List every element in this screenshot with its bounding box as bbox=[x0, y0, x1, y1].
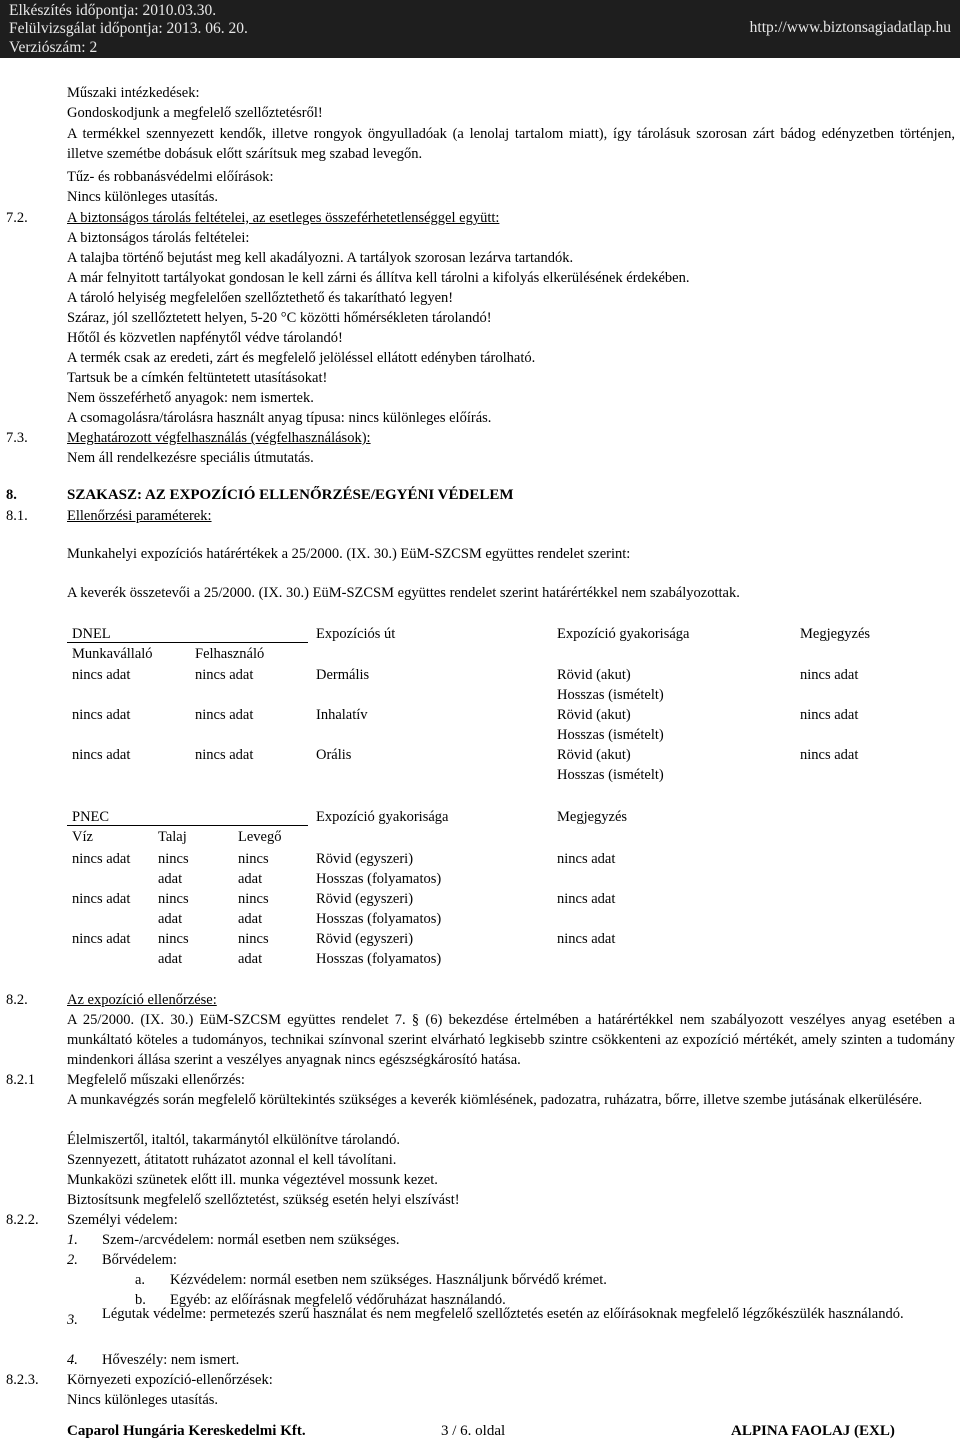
creation-date: Elkészítés időpontja: 2010.03.30. bbox=[9, 2, 217, 19]
dnel-cell: nincs adat bbox=[800, 747, 859, 763]
pnec-cell: Rövid (egyszeri) bbox=[316, 931, 414, 947]
section-8-2-number: 8.2. bbox=[6, 992, 28, 1008]
limit-values-text: Munkahelyi expozíciós határértékek a 25/2000. (IX. 30.) EüM-SZCSM együttes rendelet szerint: bbox=[67, 546, 631, 562]
list-number: 3. bbox=[67, 1312, 78, 1328]
dnel-cell: Orális bbox=[316, 747, 352, 763]
dnel-cell: Rövid (akut) bbox=[557, 747, 631, 763]
list-number: 4. bbox=[67, 1352, 78, 1368]
dnel-cell: nincs adat bbox=[72, 707, 131, 723]
pnec-cell: nincs bbox=[158, 891, 189, 907]
dnel-cell: nincs adat bbox=[72, 667, 131, 683]
pnec-cell: adat bbox=[238, 871, 263, 887]
storage-line: Hőtől és közvetlen napfénytől védve tárolandó! bbox=[67, 330, 343, 346]
section-8-1-number: 8.1. bbox=[6, 508, 28, 524]
pnec-cell: adat bbox=[158, 951, 183, 967]
limit-values-note: A keverék összetevői a 25/2000. (IX. 30.) EüM-SZCSM együttes rendelet szerint határértékkel nem szabályozottak. bbox=[67, 585, 740, 601]
dnel-cell: Rövid (akut) bbox=[557, 707, 631, 723]
dnel-header: Expozíció gyakorisága bbox=[557, 626, 690, 642]
revision-date: Felülvizsgálat időpontja: 2013. 06. 20. bbox=[9, 20, 248, 37]
list-letter: b. bbox=[135, 1292, 146, 1308]
pnec-cell: Hosszas (folyamatos) bbox=[316, 951, 442, 967]
pnec-cell: adat bbox=[158, 911, 183, 927]
table-rule bbox=[67, 642, 308, 643]
technical-control-line: Munkaközi szünetek előtt ill. munka végeztével mossunk kezet. bbox=[67, 1172, 438, 1188]
dnel-cell: Hosszas (ismételt) bbox=[557, 687, 664, 703]
section-8-2-1-number: 8.2.1 bbox=[6, 1072, 35, 1088]
storage-line: A már felnyitott tartályokat gondosan le kell zárni és állítva kell tárolni a kifolyás elkerülésének érdekében. bbox=[67, 270, 690, 286]
technical-control-line: Élelmiszertől, italtól, takarmánytól elkülönítve tárolandó. bbox=[67, 1132, 401, 1148]
dnel-cell: nincs adat bbox=[800, 667, 859, 683]
other-protection-item: Egyéb: az előírásnak megfelelő védőruházat használandó. bbox=[170, 1292, 506, 1308]
fire-protection-title: Tűz- és robbanásvédelmi előírások: bbox=[67, 169, 274, 185]
pnec-cell: nincs bbox=[158, 931, 189, 947]
technical-control-line: Biztosítsunk megfelelő szellőztetést, szükség esetén helyi elszívást! bbox=[67, 1192, 460, 1208]
footer-product-name: ALPINA FAOLAJ (EXL) bbox=[731, 1423, 895, 1439]
document-header bbox=[0, 0, 960, 58]
technical-measures-title: Műszaki intézkedések: bbox=[67, 85, 200, 101]
pnec-cell: Rövid (egyszeri) bbox=[316, 891, 414, 907]
list-letter: a. bbox=[135, 1272, 146, 1288]
technical-measures-paragraph: A termékkel szennyezett kendők, illetve rongyok öngyulladóak (a lenolaj tartalom miatt), így tárolásuk szorosan zárt bádog edényzetben történjen, illetve szemétbe dobásuk előtt szárítsuk meg szabad levegőn. bbox=[67, 126, 955, 162]
dnel-cell: nincs adat bbox=[195, 667, 254, 683]
technical-control-paragraph: A munkavégzés során megfelelő körültekintés szükséges a keverék kiömlésének, padozatra, ruházatra, bőrre, illetve szembe jutásának elkerülésére. bbox=[67, 1092, 923, 1108]
pnec-cell: nincs adat bbox=[557, 891, 616, 907]
storage-line: Tartsuk be a címkén feltüntetett utasításokat! bbox=[67, 370, 328, 386]
section-7-3-title: Meghatározott végfelhasználás (végfelhasználások): bbox=[67, 430, 371, 446]
respiratory-protection-item: Légutak védelme: permetezés szerű használat és nem megfelelő szellőztetés esetén az előírásoknak megfelelő légzőkészülék használandó. bbox=[102, 1306, 904, 1322]
storage-line: A biztonságos tárolás feltételei: bbox=[67, 230, 250, 246]
section-7-2-number: 7.2. bbox=[6, 210, 28, 226]
dnel-header: Megjegyzés bbox=[800, 626, 871, 642]
section-8-title: SZAKASZ: AZ EXPOZÍCIÓ ELLENŐRZÉSE/EGYÉNI VÉDELEM bbox=[67, 487, 514, 503]
pnec-cell: nincs bbox=[238, 891, 269, 907]
dnel-subheader: Felhasználó bbox=[195, 646, 265, 662]
section-8-number: 8. bbox=[6, 487, 17, 503]
pnec-subheader: Víz bbox=[72, 829, 93, 845]
pnec-cell: nincs adat bbox=[557, 851, 616, 867]
pnec-cell: Rövid (egyszeri) bbox=[316, 851, 414, 867]
section-8-2-3-number: 8.2.3. bbox=[6, 1372, 39, 1388]
section-8-2-2-title: Személyi védelem: bbox=[67, 1212, 178, 1228]
exposure-control-paragraph: A 25/2000. (IX. 30.) EüM-SZCSM együttes rendelet 7. § (6) bekezdése értelmében a határértékkel nem szabályozott veszélyes anyag esetében a munkáltató köteles a tudományos, technikai színvonal szerint elvárható legkisebb szintre csökkenteni az expozíció mértékét, amely szinten a tudomány mindenkori állása szerint a veszélyes anyagnak nincs egészségkárosító hatása. bbox=[67, 1012, 955, 1068]
storage-line: Nem összeférhető anyagok: nem ismertek. bbox=[67, 390, 314, 406]
section-8-2-1-title: Megfelelő műszaki ellenőrzés: bbox=[67, 1072, 245, 1088]
section-8-2-3-text: Nincs különleges utasítás. bbox=[67, 1392, 219, 1408]
skin-protection-item: Bőrvédelem: bbox=[102, 1252, 177, 1268]
thermal-hazard-item: Hőveszély: nem ismert. bbox=[102, 1352, 240, 1368]
pnec-subheader: Talaj bbox=[158, 829, 187, 845]
pnec-cell: adat bbox=[238, 951, 263, 967]
pnec-cell: nincs adat bbox=[72, 931, 131, 947]
eye-protection-item: Szem-/arcvédelem: normál esetben nem szükséges. bbox=[102, 1232, 400, 1248]
list-number: 1. bbox=[67, 1232, 78, 1248]
storage-line: A csomagolásra/tárolásra használt anyag típusa: nincs különleges előírás. bbox=[67, 410, 492, 426]
storage-line: A termék csak az eredeti, zárt és megfelelő jelöléssel ellátott edényben tárolható. bbox=[67, 350, 536, 366]
storage-line: A tároló helyiség megfelelően szellőztethető és takarítható legyen! bbox=[67, 290, 454, 306]
dnel-header: Expozíciós út bbox=[316, 626, 396, 642]
pnec-cell: adat bbox=[158, 871, 183, 887]
hand-protection-item: Kézvédelem: normál esetben nem szükséges. Használjunk bőrvédő krémet. bbox=[170, 1272, 607, 1288]
dnel-cell: nincs adat bbox=[195, 707, 254, 723]
pnec-header: Megjegyzés bbox=[557, 809, 628, 825]
dnel-cell: nincs adat bbox=[800, 707, 859, 723]
pnec-header: PNEC bbox=[72, 809, 110, 825]
pnec-cell: nincs bbox=[238, 851, 269, 867]
section-7-3-text: Nem áll rendelkezésre speciális útmutatás. bbox=[67, 450, 314, 466]
technical-control-line: Szennyezett, átitatott ruházatot azonnal el kell távolítani. bbox=[67, 1152, 397, 1168]
footer-page-number: 3 / 6. oldal bbox=[441, 1423, 506, 1439]
version-number: Verziószám: 2 bbox=[9, 39, 98, 56]
section-8-2-3-title: Környezeti expozíció-ellenőrzések: bbox=[67, 1372, 273, 1388]
pnec-cell: nincs bbox=[238, 931, 269, 947]
table-rule bbox=[67, 825, 308, 826]
pnec-cell: Hosszas (folyamatos) bbox=[316, 871, 442, 887]
pnec-subheader: Levegő bbox=[238, 829, 282, 845]
pnec-cell: Hosszas (folyamatos) bbox=[316, 911, 442, 927]
technical-measures-line: Gondoskodjunk a megfelelő szellőztetésről! bbox=[67, 105, 323, 121]
list-number: 2. bbox=[67, 1252, 78, 1268]
pnec-header: Expozíció gyakorisága bbox=[316, 809, 449, 825]
pnec-cell: nincs adat bbox=[72, 851, 131, 867]
footer-company: Caparol Hungária Kereskedelmi Kft. bbox=[67, 1423, 306, 1439]
fire-protection-text: Nincs különleges utasítás. bbox=[67, 189, 219, 205]
storage-line: A talajba történő bejutást meg kell akadályozni. A tartályok szorosan lezárva tartandók. bbox=[67, 250, 574, 266]
section-7-3-number: 7.3. bbox=[6, 430, 28, 446]
section-8-1-title: Ellenőrzési paraméterek: bbox=[67, 508, 212, 524]
dnel-cell: nincs adat bbox=[195, 747, 254, 763]
pnec-cell: adat bbox=[238, 911, 263, 927]
dnel-subheader: Munkavállaló bbox=[72, 646, 153, 662]
dnel-cell: Dermális bbox=[316, 667, 370, 683]
dnel-cell: Inhalatív bbox=[316, 707, 368, 723]
dnel-cell: Rövid (akut) bbox=[557, 667, 631, 683]
website-link[interactable]: http://www.biztonsagiadatlap.hu bbox=[749, 19, 951, 36]
pnec-cell: nincs adat bbox=[72, 891, 131, 907]
section-7-2-title: A biztonságos tárolás feltételei, az esetleges összeférhetetlenséggel együtt: bbox=[67, 210, 500, 226]
dnel-cell: Hosszas (ismételt) bbox=[557, 727, 664, 743]
dnel-header: DNEL bbox=[72, 626, 111, 642]
section-8-2-title: Az expozíció ellenőrzése: bbox=[67, 992, 217, 1008]
pnec-cell: nincs bbox=[158, 851, 189, 867]
pnec-cell: nincs adat bbox=[557, 931, 616, 947]
storage-line: Száraz, jól szellőztetett helyen, 5-20 °C közötti hőmérsékleten tárolandó! bbox=[67, 310, 492, 326]
dnel-cell: nincs adat bbox=[72, 747, 131, 763]
dnel-cell: Hosszas (ismételt) bbox=[557, 767, 664, 783]
section-8-2-2-number: 8.2.2. bbox=[6, 1212, 39, 1228]
